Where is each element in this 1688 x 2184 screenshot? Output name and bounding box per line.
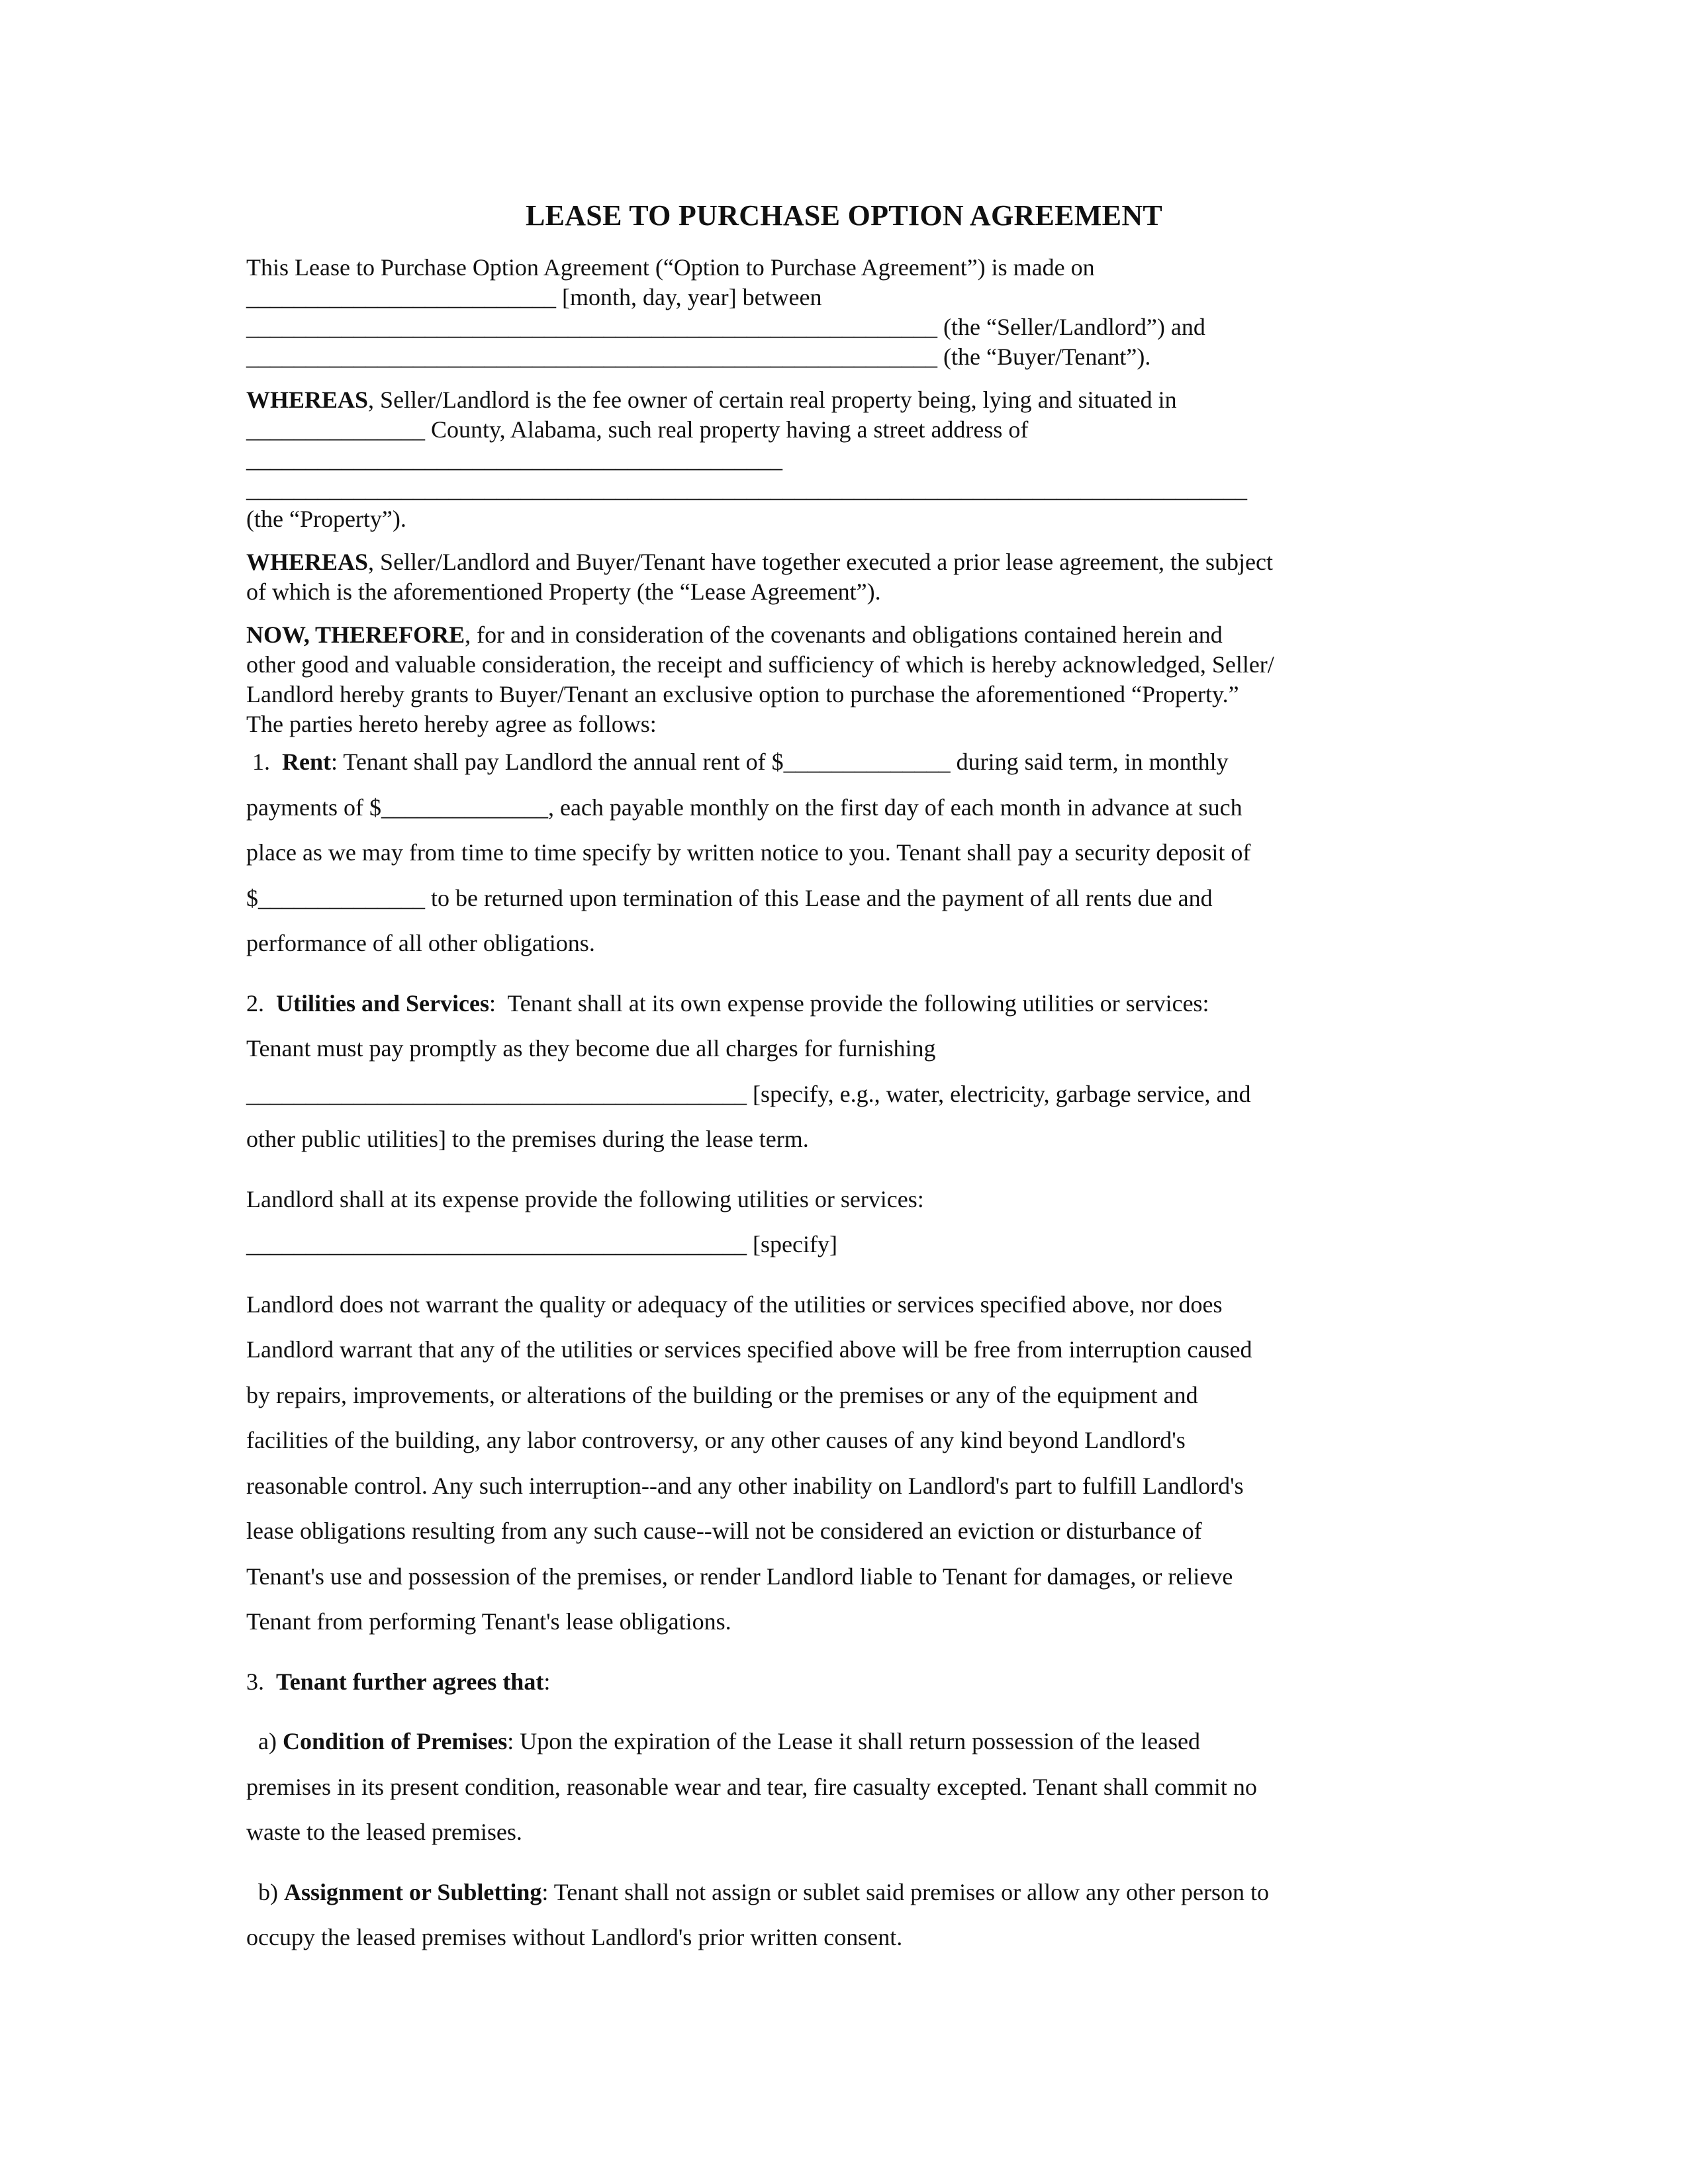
now-therefore-paragraph — [246, 620, 1443, 739]
intro-line: __________________________________________________________ (the “Buyer/Tenant”). — [246, 343, 1151, 370]
warranty-paragraph — [246, 1282, 1443, 1645]
document-title: LEASE TO PURCHASE OPTION AGREEMENT — [525, 199, 1163, 232]
section-heading: Utilities and Services — [276, 989, 489, 1017]
subsection-line: waste to the leased premises. — [246, 1819, 522, 1845]
subsection-letter: a) — [246, 1728, 283, 1754]
section-number: 1. — [246, 749, 282, 775]
subsection-line: occupy the leased premises without Landlord's prior written consent. — [246, 1924, 903, 1950]
whereas-line: _______________ County, Alabama, such real property having a street address of — [246, 416, 1029, 443]
section-number: 3. — [246, 1668, 276, 1695]
whereas-line: of which is the aforementioned Property (the “Lease Agreement”). — [246, 578, 881, 605]
subsection-heading: Assignment or Subletting — [284, 1878, 542, 1905]
whereas-line: , Seller/Landlord is the fee owner of certain real property being, lying and situated in — [368, 387, 1177, 413]
address-blank-line: _____________________________________________ — [246, 446, 782, 473]
whereas-line: , Seller/Landlord and Buyer/Tenant have together executed a prior lease agreement, the subject — [368, 549, 1273, 575]
now-line: , for and in consideration of the covenants and obligations contained herein and — [465, 621, 1223, 648]
section-colon: : — [543, 1668, 551, 1695]
subsection-line: premises in its present condition, reasonable wear and tear, fire casualty excepted. Tenant shall commit no — [246, 1773, 1257, 1800]
whereas-property-paragraph — [246, 385, 1443, 534]
section-line: payments of $______________, each payable monthly on the first day of each month in advance at such — [246, 794, 1243, 821]
section-line: facilities of the building, any labor controversy, or any other causes of any kind beyond Landlord's — [246, 1427, 1186, 1453]
section-line: by repairs, improvements, or alterations of the building or the premises or any of the equipment and — [246, 1381, 1198, 1408]
whereas-line: (the “Property”). — [246, 506, 406, 532]
section-line: Tenant from performing Tenant's lease obligations. — [246, 1608, 731, 1635]
address-blank-line: ____________________________________________________________________________________ — [246, 476, 1247, 502]
intro-line: This Lease to Purchase Option Agreement (“Option to Purchase Agreement”) is made on — [246, 254, 1095, 281]
section-rent — [246, 739, 1443, 966]
section-tenant-agrees — [246, 1659, 1443, 1705]
subsection-letter: b) — [246, 1878, 284, 1905]
now-line: The parties hereto hereby agree as follows: — [246, 711, 657, 737]
section-line: Landlord warrant that any of the utilities or services specified above will be free from interruption caused — [246, 1336, 1252, 1363]
section-line: reasonable control. Any such interruption--and any other inability on Landlord's part to fulfill Landlord's — [246, 1472, 1244, 1499]
section-line: __________________________________________ [specify, e.g., water, electricity, garbage service, and — [246, 1080, 1251, 1107]
now-line: Landlord hereby grants to Buyer/Tenant an exclusive option to purchase the aforementioned “Property.” — [246, 681, 1239, 707]
now-line: other good and valuable consideration, the receipt and sufficiency of which is hereby acknowledged, Seller/ — [246, 651, 1274, 678]
section-number: 2. — [246, 989, 276, 1017]
section-line: __________________________________________ [specify] — [246, 1231, 837, 1257]
section-line: Tenant's use and possession of the premises, or render Landlord liable to Tenant for damages, or relieve — [246, 1563, 1233, 1590]
section-line: Tenant must pay promptly as they become due all charges for furnishing — [246, 1035, 936, 1062]
intro-paragraph — [246, 253, 1443, 372]
section-line: other public utilities] to the premises during the lease term. — [246, 1126, 809, 1152]
section-line: place as we may from time to time specify by written notice to you. Tenant shall pay a security deposit of — [246, 839, 1251, 866]
landlord-utilities-paragraph — [246, 1177, 1443, 1267]
section-line: $______________ to be returned upon termination of this Lease and the payment of all rents due and — [246, 884, 1213, 911]
now-therefore-lead: NOW, THEREFORE — [246, 621, 465, 648]
section-line: Landlord shall at its expense provide the following utilities or services: — [246, 1185, 924, 1212]
document-body — [246, 253, 1443, 1960]
subsection-line: : Upon the expiration of the Lease it shall return possession of the leased — [507, 1728, 1201, 1754]
whereas-lease-paragraph — [246, 547, 1443, 607]
section-line: : Tenant shall at its own expense provide the following utilities or services: — [489, 989, 1209, 1017]
subsection-line: : Tenant shall not assign or sublet said premises or allow any other person to — [541, 1878, 1270, 1905]
section-line: Landlord does not warrant the quality or adequacy of the utilities or services specified above, nor does — [246, 1291, 1223, 1318]
section-heading: Rent — [282, 749, 331, 775]
section-line: : Tenant shall pay Landlord the annual rent of $______________ during said term, in monthly — [331, 749, 1229, 775]
section-utilities — [246, 981, 1443, 1162]
intro-line: __________________________ [month, day, year] between — [246, 284, 822, 310]
section-heading: Tenant further agrees that — [276, 1668, 544, 1695]
intro-line: __________________________________________________________ (the “Seller/Landlord”) and — [246, 314, 1205, 340]
section-line: performance of all other obligations. — [246, 930, 595, 956]
whereas-lead: WHEREAS — [246, 549, 369, 575]
subsection-assignment-subletting — [246, 1870, 1443, 1960]
subsection-heading: Condition of Premises — [282, 1728, 508, 1754]
whereas-lead: WHEREAS — [246, 387, 369, 413]
subsection-condition-of-premises — [246, 1719, 1443, 1855]
section-line: lease obligations resulting from any such cause--will not be considered an eviction or disturbance of — [246, 1518, 1202, 1544]
